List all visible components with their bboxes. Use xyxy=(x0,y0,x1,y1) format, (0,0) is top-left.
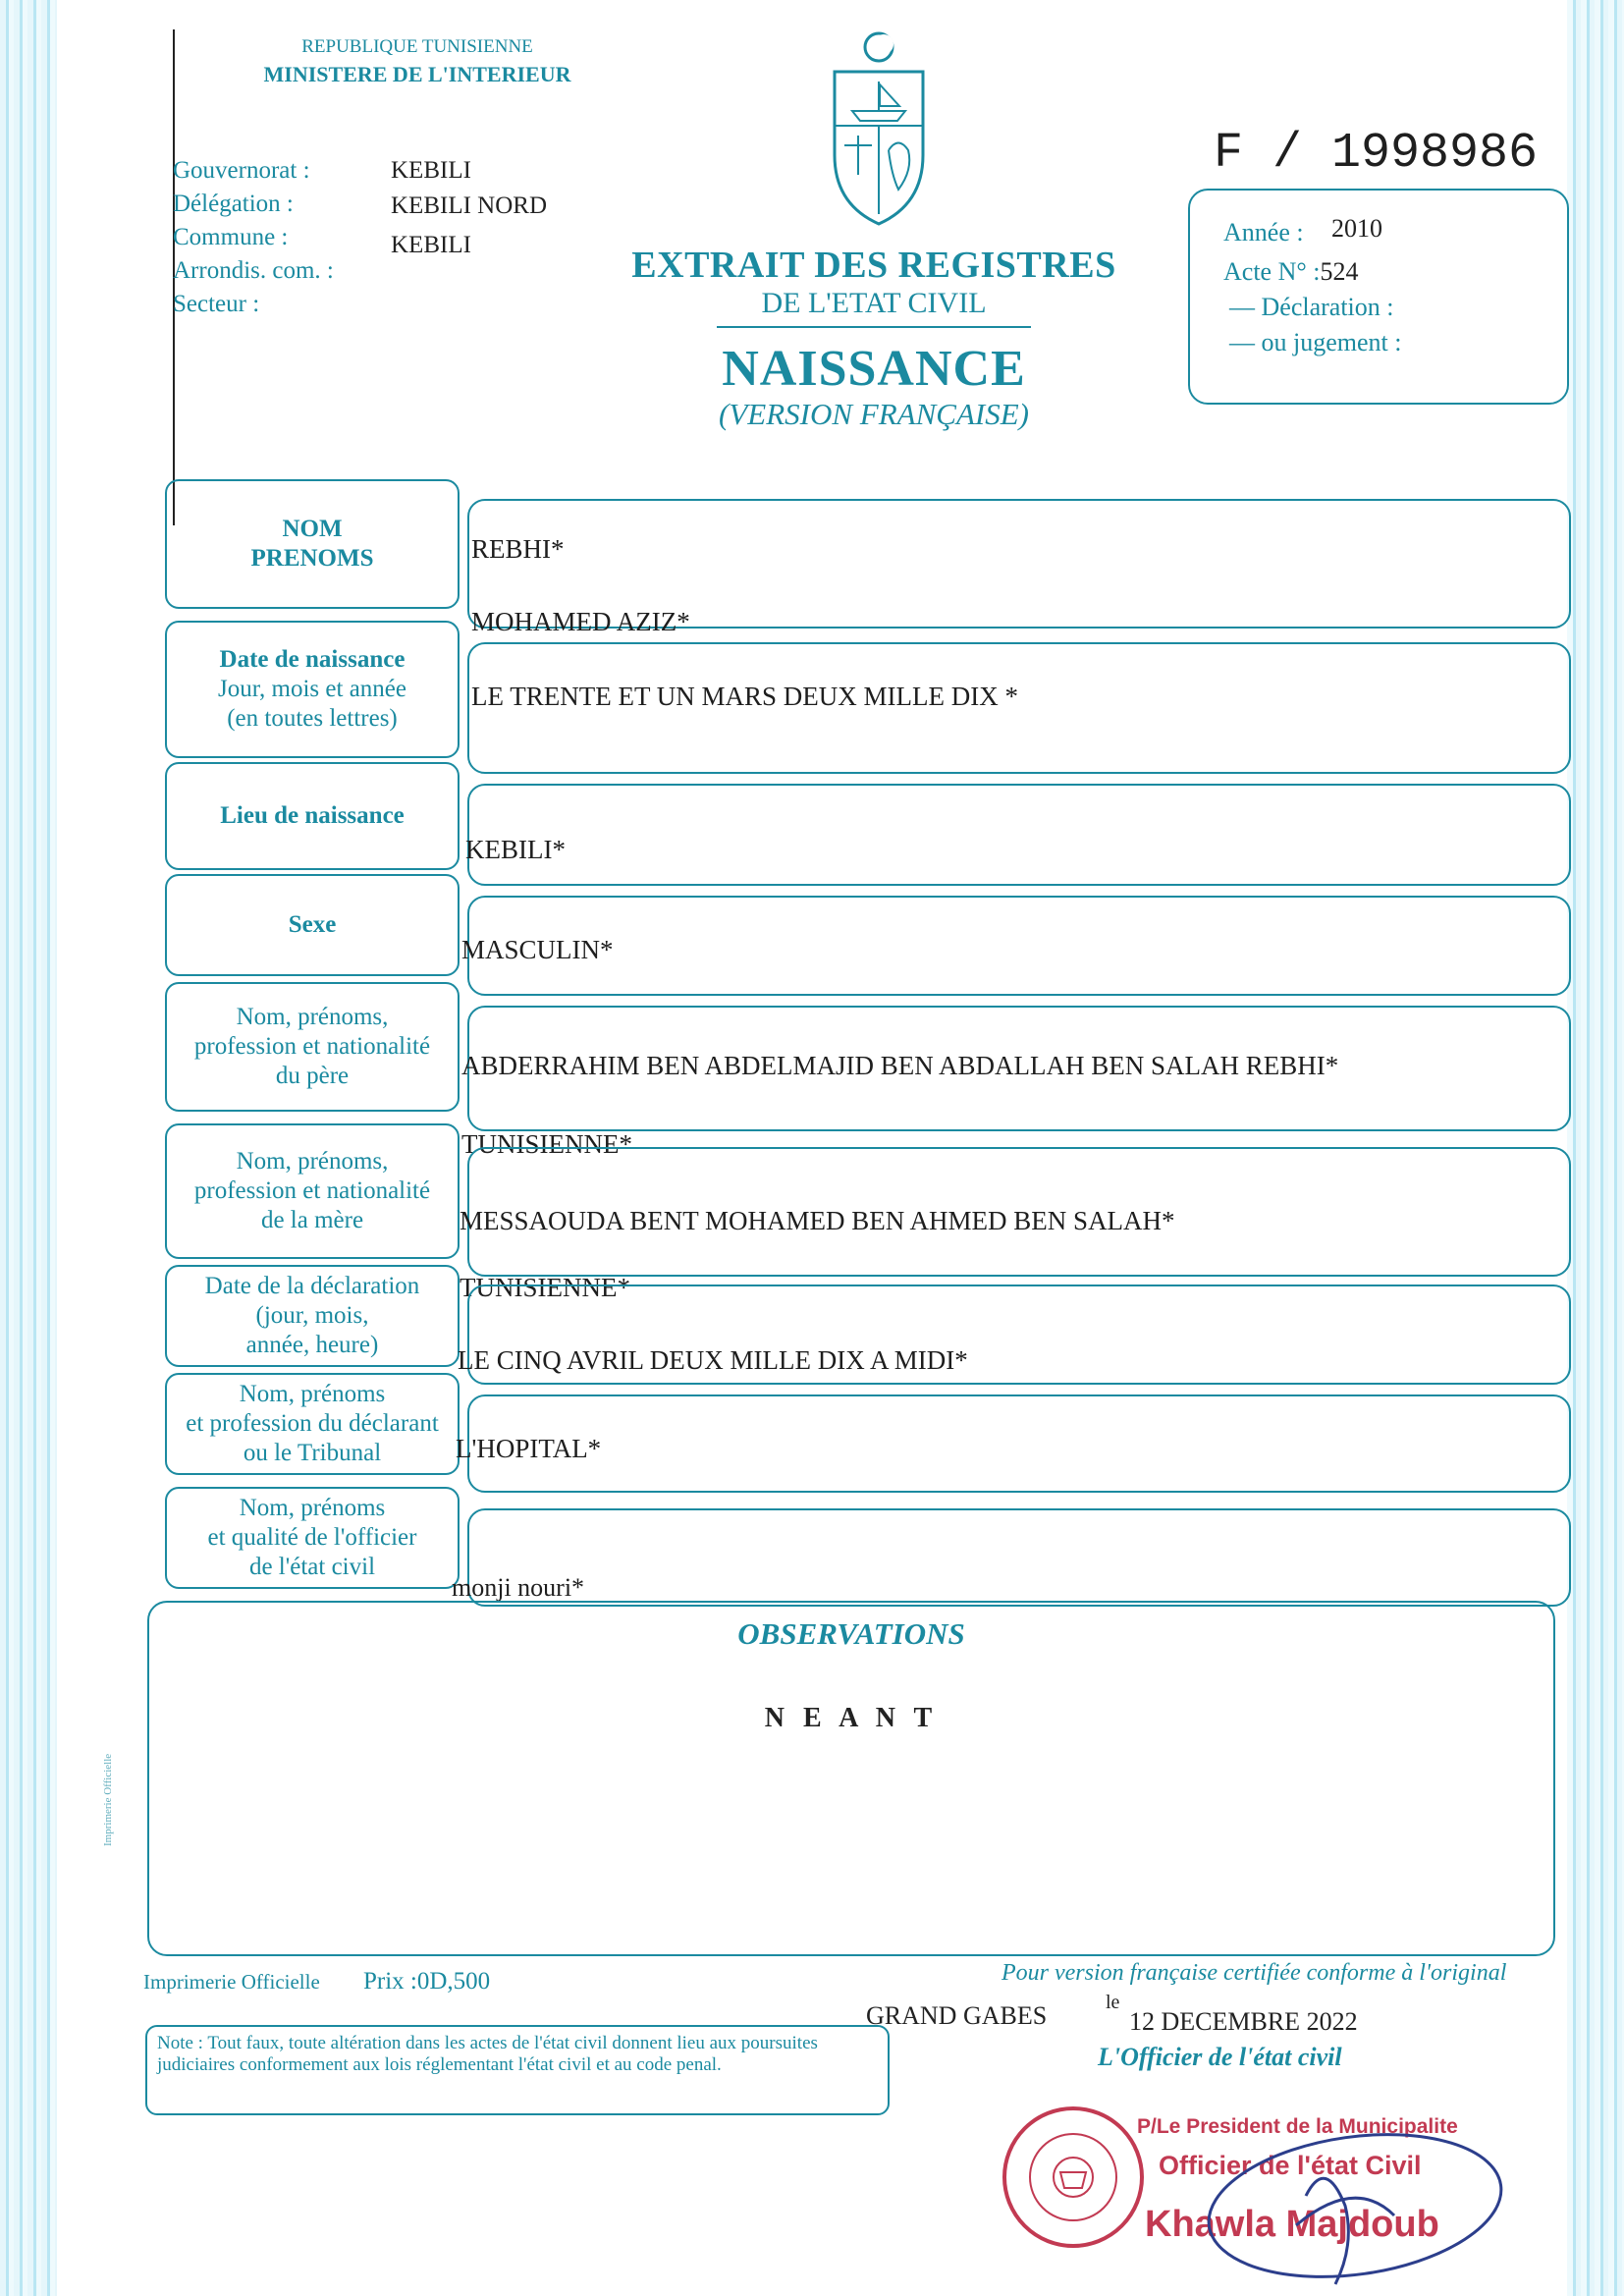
date-naissance-sublabel: Jour, mois et année xyxy=(217,676,406,702)
declarant-label-box xyxy=(165,1373,460,1475)
pere-label-box xyxy=(165,982,460,1112)
acte-box xyxy=(1188,189,1569,405)
delegation-value: KEBILI NORD xyxy=(391,192,548,219)
field-row-sexe xyxy=(165,874,1571,996)
certification-text: Pour version française certifiée conforme à l'original xyxy=(1001,1960,1507,1986)
date-naissance-sublabel-2: (en toutes lettres) xyxy=(227,705,398,732)
nom-value: REBHI* xyxy=(471,534,565,564)
act-type-title: NAISSANCE xyxy=(722,341,1026,397)
date-le-label: le xyxy=(1106,1992,1120,2013)
side-print-text: Imprimerie Officielle xyxy=(102,1753,114,1846)
lieu-label-box xyxy=(165,762,460,870)
lieu-value: KEBILI* xyxy=(465,835,566,864)
declarant-value-box xyxy=(467,1394,1571,1493)
officier-sublabel: et qualité de l'officier xyxy=(207,1524,417,1551)
field-row-declaration xyxy=(165,1265,1571,1385)
mere-label: Nom, prénoms, xyxy=(236,1148,389,1175)
observations-title: OBSERVATIONS xyxy=(737,1616,965,1651)
municipal-seal-icon xyxy=(1000,2104,1147,2251)
date-naissance-value: LE TRENTE ET UN MARS DEUX MILLE DIX * xyxy=(471,682,1018,711)
mere-nationalite-value: TUNISIENNE* xyxy=(460,1273,630,1302)
sexe-value: MASCULIN* xyxy=(461,935,614,964)
gouvernorat-value: KEBILI xyxy=(391,157,471,184)
place-of-issue: GRAND GABES xyxy=(866,2001,1048,2030)
version-label: (VERSION FRANÇAISE) xyxy=(719,397,1029,431)
delegation-label: Délégation : xyxy=(173,191,294,217)
field-row-officier xyxy=(165,1487,1571,1609)
observations-value: N E A N T xyxy=(764,1703,939,1733)
declarant-sublabel-2: ou le Tribunal xyxy=(243,1440,382,1466)
pere-label: Nom, prénoms, xyxy=(236,1004,389,1030)
gouvernorat-label: Gouvernorat : xyxy=(173,157,310,184)
officier-value: monji nouri* xyxy=(452,1573,585,1602)
declaration-label-box xyxy=(165,1265,460,1367)
date-naissance-label: Date de naissance xyxy=(219,646,406,673)
field-row-date-naissance xyxy=(165,621,1571,774)
stamp-line-2: Officier de l'état Civil xyxy=(1159,2151,1422,2180)
ministry-label: MINISTERE DE L'INTERIEUR xyxy=(263,62,571,86)
issue-date: 12 DECEMBRE 2022 xyxy=(1129,2007,1358,2036)
imprimerie-label: Imprimerie Officielle xyxy=(143,1970,320,1994)
field-row-declarant xyxy=(165,1373,1571,1493)
pere-sublabel-2: du père xyxy=(275,1063,350,1089)
lieu-label: Lieu de naissance xyxy=(220,802,405,829)
title-divider xyxy=(717,326,1031,328)
declaration-date-sublabel-2: année, heure) xyxy=(245,1332,379,1358)
declaration-date-sublabel: (jour, mois, xyxy=(255,1302,369,1329)
declaration-label: — Déclaration : xyxy=(1229,293,1394,321)
nom-label-box xyxy=(165,479,460,609)
nom-label: NOM xyxy=(282,516,343,542)
officier-value-box xyxy=(467,1508,1571,1607)
mere-label-box xyxy=(165,1123,460,1259)
field-row-nom xyxy=(165,479,1571,636)
acte-value: 524 xyxy=(1320,257,1359,286)
document-subtitle: DE L'ETAT CIVIL xyxy=(761,287,987,319)
pere-value: ABDERRAHIM BEN ABDELMAJID BEN ABDALLAH BEN SALAH REBHI* xyxy=(461,1051,1339,1080)
prix-label: Prix :0D,500 xyxy=(363,1968,491,1995)
jugement-label: — ou jugement : xyxy=(1229,328,1402,356)
prenoms-value: MOHAMED AZIZ* xyxy=(471,607,690,636)
commune-label: Commune : xyxy=(173,224,289,250)
republic-label: REPUBLIQUE TUNISIENNE xyxy=(301,36,533,57)
lieu-value-box xyxy=(467,784,1571,886)
pere-nationalite-value: TUNISIENNE* xyxy=(461,1129,632,1159)
security-border-right xyxy=(1567,0,1624,2296)
stamp-line-3: Khawla Majdoub xyxy=(1145,2204,1439,2245)
commune-value: KEBILI xyxy=(391,232,471,258)
legal-note xyxy=(145,2025,890,2115)
arrondissement-label: Arrondis. com. : xyxy=(173,257,334,284)
serial-number: F / 1998986 xyxy=(1214,126,1539,182)
sexe-label-box xyxy=(165,874,460,976)
field-row-pere xyxy=(165,982,1571,1159)
stamp-line-1: P/Le President de la Municipalite xyxy=(1137,2115,1458,2138)
annee-label: Année : xyxy=(1223,218,1304,246)
declarant-sublabel: et profession du déclarant xyxy=(186,1410,439,1437)
legal-note-text: Note : Tout faux, toute altération dans les actes de l'état civil donnent lieu aux poursuites judiciaires conformement aux lois réglementant l'état civil et au code penal. xyxy=(157,2033,818,2075)
sexe-label: Sexe xyxy=(288,911,337,938)
officier-label-box xyxy=(165,1487,460,1589)
officier-label: Nom, prénoms xyxy=(239,1495,386,1521)
field-row-lieu xyxy=(165,762,1571,886)
annee-value: 2010 xyxy=(1331,214,1382,243)
officier-signature-label: L'Officier de l'état civil xyxy=(1098,2043,1342,2071)
document-title: EXTRAIT DES REGISTRES xyxy=(631,245,1116,286)
date-naissance-label-box xyxy=(165,621,460,758)
coat-of-arms-icon xyxy=(815,27,943,229)
declarant-value: L'HOPITAL* xyxy=(456,1434,602,1463)
signature-icon xyxy=(1198,2117,1512,2294)
observations-box xyxy=(147,1601,1555,1956)
pere-sublabel: profession et nationalité xyxy=(193,1033,431,1060)
mere-sublabel: profession et nationalité xyxy=(193,1177,431,1204)
declaration-value: LE CINQ AVRIL DEUX MILLE DIX A MIDI* xyxy=(458,1345,968,1375)
mere-sublabel-2: de la mère xyxy=(260,1207,364,1233)
declaration-date-label: Date de la déclaration xyxy=(204,1273,420,1299)
mere-value: MESSAOUDA BENT MOHAMED BEN AHMED BEN SALAH* xyxy=(460,1206,1175,1235)
sexe-value-box xyxy=(467,896,1571,996)
secteur-label: Secteur : xyxy=(173,291,260,317)
security-border-left xyxy=(0,0,57,2296)
declarant-label: Nom, prénoms xyxy=(239,1381,386,1407)
prenoms-label: PRENOMS xyxy=(250,545,374,572)
officier-sublabel-2: de l'état civil xyxy=(248,1554,376,1580)
acte-label: Acte N° : xyxy=(1223,257,1321,286)
